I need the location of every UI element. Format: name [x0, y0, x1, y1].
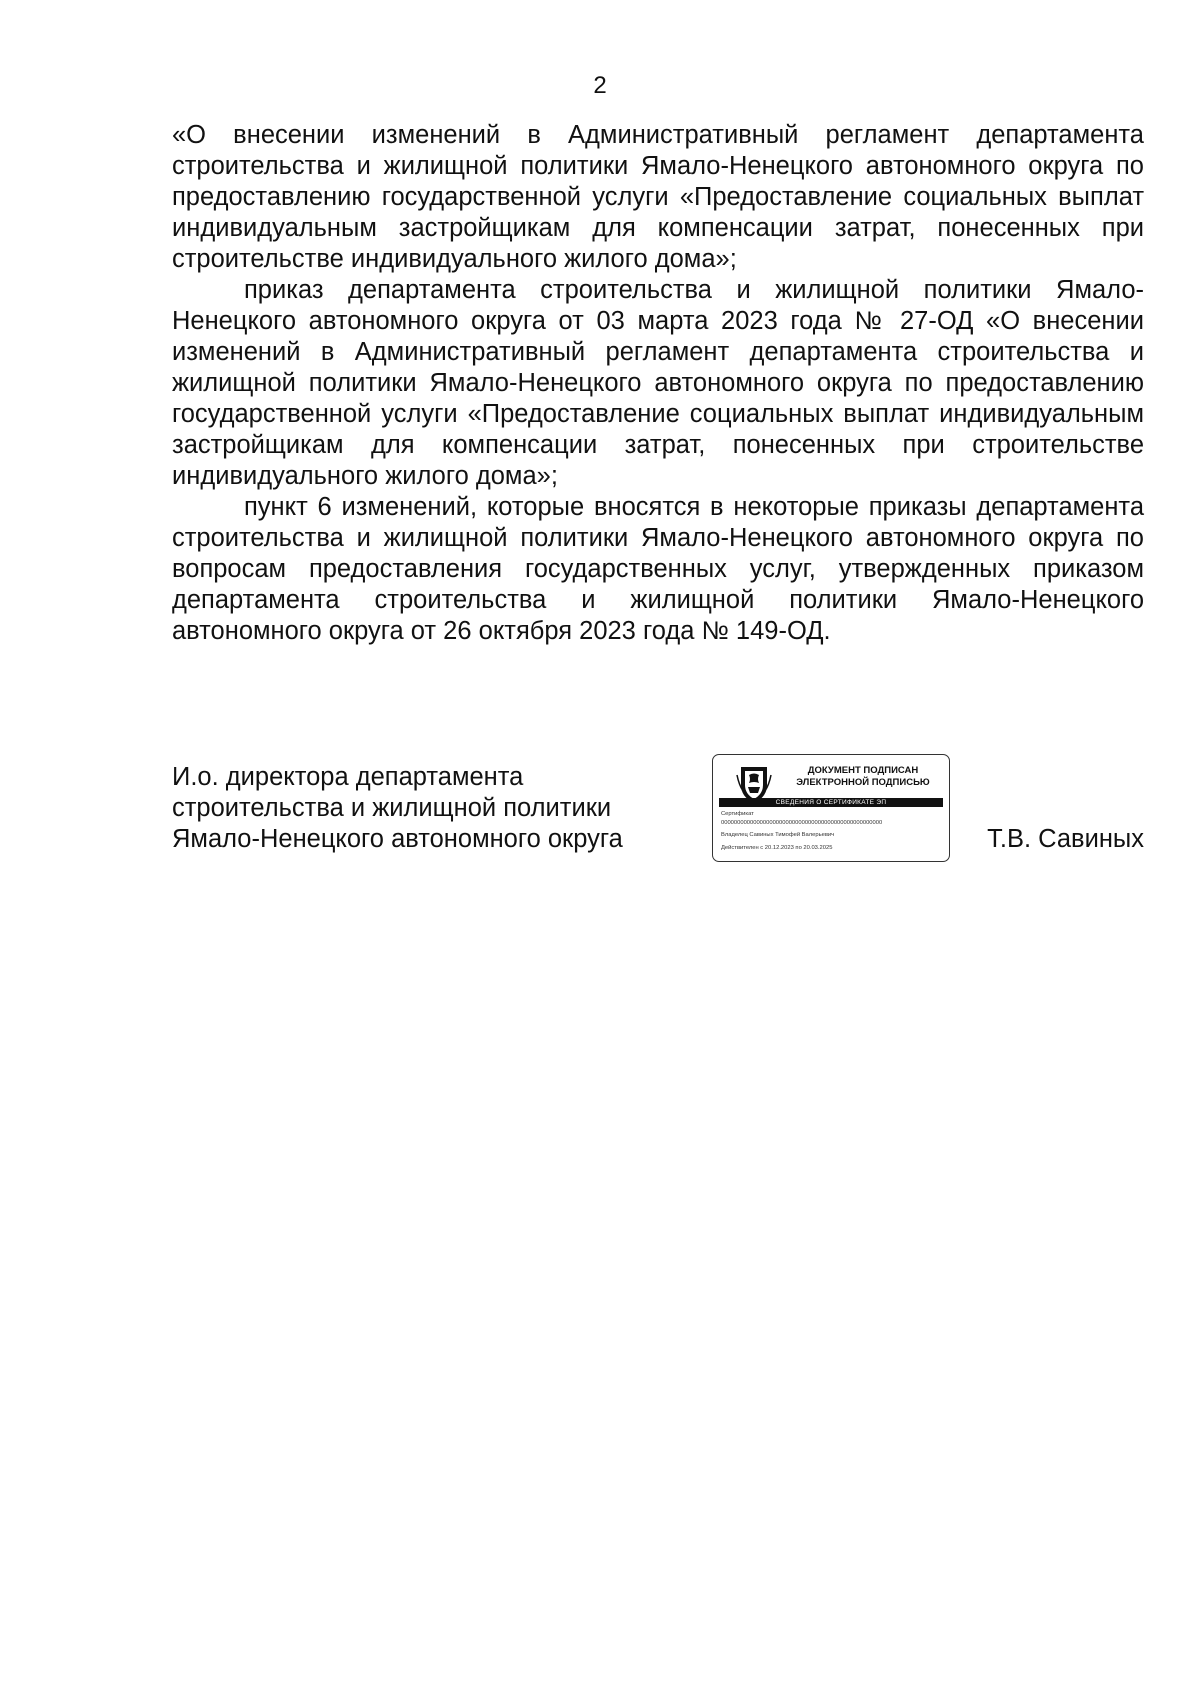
stamp-validity: Действителен с 20.12.2023 по 20.03.2025 [721, 844, 833, 851]
signature-block [172, 762, 1144, 882]
stamp-certificate-bar: СВЕДЕНИЯ О СЕРТИФИКАТЕ ЭП [719, 798, 943, 807]
stamp-certificate-value: 00000000000000000000000000000000000000000000000000 [721, 819, 883, 826]
stamp-heading [783, 765, 943, 789]
stamp-owner: Владелец Савиных Тимофей Валерьевич [721, 832, 835, 838]
paragraph-continuation: «О внесении изменений в Административный регламент департамента строительства и жилищной политики Ямало-Ненецкого автономного округа по предоставлению государственной услуги «Предоставление социальных выплат индивидуальным застройщикам для компенсации затрат, понесенных при строительстве индивидуального жилого дома»; [172, 121, 1144, 273]
stamp-certificate-label: Сертификат [721, 811, 754, 817]
paragraph-item-6: пункт 6 изменений, которые вносятся в некоторые приказы департамента строительства и жилищной политики Ямало-Ненецкого автономного округа по вопросам предоставления государственных услуг, утвержденных приказом департамента строительства и жилищной политики Ямало-Ненецкого автономного округа от 26 октября 2023 года № 149-ОД. [172, 493, 1144, 645]
stamp-heading-line: ДОКУМЕНТ ПОДПИСАН [807, 765, 919, 776]
document-body [172, 120, 1144, 647]
stamp-heading-line: ЭЛЕКТРОННОЙ ПОДПИСЬЮ [796, 777, 930, 788]
paragraph-order-27: приказ департамента строительства и жилищной политики Ямало-Ненецкого автономного округа от 03 марта 2023 года № 27-ОД «О внесении изменений в Административный регламент департамента строительства и жилищной политики Ямало-Ненецкого автономного округа по предоставлению государственной услуги «Предоставление социальных выплат индивидуальным застройщикам для компенсации затрат, понесенных при строительстве индивидуального жилого дома»; [172, 276, 1144, 490]
signatory-title-line: строительства и жилищной политики [172, 794, 612, 822]
signatory-title-line: Ямало-Ненецкого автономного округа [172, 825, 623, 853]
electronic-signature-stamp [712, 754, 950, 862]
stamp-details [721, 810, 943, 852]
signatory-title [172, 762, 692, 855]
page-number: 2 [593, 72, 607, 99]
signatory-name: Т.В. Савиных [987, 825, 1144, 853]
signatory-title-line: И.о. директора департамента [172, 763, 524, 791]
